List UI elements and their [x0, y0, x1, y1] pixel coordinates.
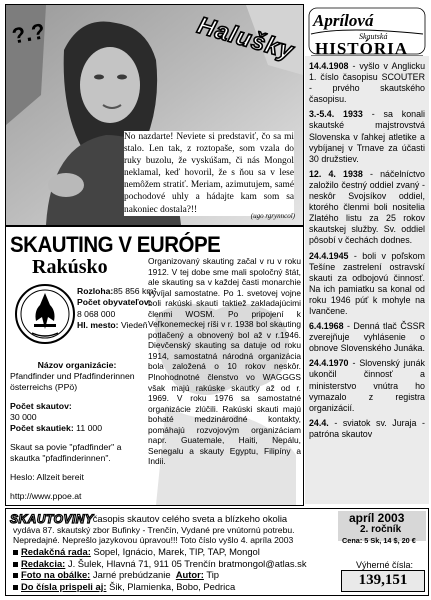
photo-title: Halušky	[194, 11, 298, 66]
article-title: SKAUTING V EURÓPE	[10, 232, 221, 257]
masthead-publisher: vydáva 87. skautský zbor Bufinky - Trenčín, Vydané pre vnútornú potrebu. Nepredajné. Neprešlo jazykovou úpravou!!! Toto číslo vyšlo 4. apríla 2003	[13, 524, 295, 546]
winning-numbers-value: 139,151	[358, 572, 408, 588]
photo-panel	[5, 4, 304, 226]
history-entry: 6.4.1968 - Denná tlač ČSSR zverejňuje vyhlásenie o obnove Slovenského Junáka.	[309, 321, 425, 354]
issue-year: 2. ročník	[360, 524, 402, 535]
history-title-historia: HISTÓRIA	[315, 39, 409, 58]
article-body: Organizovaný skauting začal v ru v roku 1912. V tej dobe sme mali spoločný štát, ale skauting sa v každej časti monarchie vyvíjal samostatne. Po 1. svetovej vojne boli rakúski skauti taktiež zakladajúcimi členmi WOSM. Po pripojení k Veľkonemeckej ríši v r. 1938 bol skauting potlačený a obnovený bol až v r.1946. Dievčenský skauting sa datuje od roku 1914, samostatná národná organizácia bola založená o 10 rokov neskôr. Plnohodnotné členstvo vo WAGGGS však majú rakúske skautky až od r. 1969. V roku 1976 sa samostatné organizácie zlúčili. Rakúski skauti majú bohaté medzinárodné kontakty, pomáhajú rozvojovým organizáciam napr. Guatemale, Haiti, Nepálu, Senegalu a skauty Egyptu, Filipíny a Indii.	[148, 256, 301, 467]
question-marks: ?.?	[9, 18, 47, 49]
guides-label: Počet skautiek:	[10, 423, 74, 433]
issue-price: Cena: 5 Sk, 14 $, 20 €	[342, 536, 416, 545]
history-entry: 24.4. - sviatok sv. Juraja - patróna skautov	[309, 417, 425, 439]
photo-caption: No nazdarte! Neviete si predstaviť, čo sa mi stalo. Len tak, z roztopaše, som vzala do ruky buzolu, že vyskúšam, či nás Mongol neklamal, keď hovoril, že s ňou sa v lese nemôžem stratiť. Meriam, azimutujem, samé pochodové uhly a hádajte kam som sa nakoniec dostala?!!	[124, 132, 294, 215]
scouts-label: Počet skautov:	[10, 401, 72, 411]
country-title: Rakúsko	[32, 256, 108, 278]
issue-month: apríl 2003	[349, 511, 405, 525]
fact-capital: Hl. mesto: Viedeň	[77, 320, 148, 331]
guides-value: 11 000	[76, 423, 103, 433]
skautoviny-logo: SKAUTOVINY	[10, 512, 94, 526]
history-entry: 24.4.1970 - Slovenský junák ukončil činnosť a ministerstvo vnútra ho vymazalo z registra organizácií.	[309, 358, 425, 413]
fact-population: Počet obyvateľov:	[77, 297, 152, 308]
history-title-skautska: Skautská	[359, 32, 388, 41]
country-facts	[77, 286, 156, 332]
history-title-aprilova: Aprílová	[313, 11, 374, 30]
history-entry: 3.-5.4. 1933 - sa konali skautské majstrovstvá Slovenska v ľahkej atletike a vybíjanej v Trnave za účasti 30 družstiev.	[309, 109, 425, 164]
organization-info	[10, 360, 144, 502]
masthead-text: - časopis skautov celého sveta a blízkeho okolia vydáva 87. skautský zbor Bufinky - Trenčín, Vydané pre vnútornú potrebu. Nepredajné. Neprešlo jazykovou úpravou!!! Toto číslo vyšlo 4. apríla 2003 Redakčná rada: Sopel, Ignácio, Marek, TIP, TAP, Mongol Redakcia: J. Šulek, Hlavná 71, 911 05 Trenčín bratmongol@atlas.sk Foto na obálke: Jarné prebúdzanie Autor: Tip Do čísla prispeli aj: Šik, Plamienka, Bobo, Pedrica	[13, 513, 341, 593]
fact-population-value: 8 068 000	[77, 308, 116, 319]
org-name: Pfandfinder und Pfadfinderinnen österreichs (PPö)	[10, 371, 135, 392]
scouts-value: 30 000	[10, 412, 37, 422]
fact-area: Rozloha:85 856 km²	[77, 286, 157, 296]
winning-numbers-label: Výherné čísla:	[356, 560, 414, 570]
history-column	[305, 4, 429, 504]
history-entry: 12. 4. 1938 - náčelníctvo založilo čestný oddiel zvaný - neskôr Svojsíkov oddiel, ktorého členmi boli nositelia Zlatého listu za 25 rokov skautskej služby. Sv. oddiel pôsobí v čechách dodnes.	[309, 168, 425, 246]
website-link[interactable]: http://www.ppoe.at	[10, 491, 82, 501]
word-note: Skaut sa povie "pfadfinder" a skautka "pfadfinderinnen".	[10, 442, 122, 463]
org-label: Názov organizácie:	[37, 360, 117, 370]
history-entries	[309, 61, 425, 444]
history-entry: 14.4.1908 - vyšlo v Anglicku 1. číslo časopisu SCOUTER - prvého skautského časopisu.	[309, 61, 425, 105]
masthead-subtitle: - časopis skautov celého sveta a blízkeho okolia	[87, 513, 288, 524]
history-entry: 24.4.1945 - boli v poľskom Tešíne zastrelení ostravskí skauti za odbojovú činnosť. Na ich pamiatku sa konal od roku 1946 púť k mohyle na Ivančene.	[309, 250, 425, 316]
austrian-scout-emblem-icon	[14, 281, 76, 347]
photo-signature: (ugo rgrynncol)	[250, 212, 295, 220]
history-header	[305, 4, 429, 56]
motto: Heslo: Allzeit bereit	[10, 472, 84, 482]
